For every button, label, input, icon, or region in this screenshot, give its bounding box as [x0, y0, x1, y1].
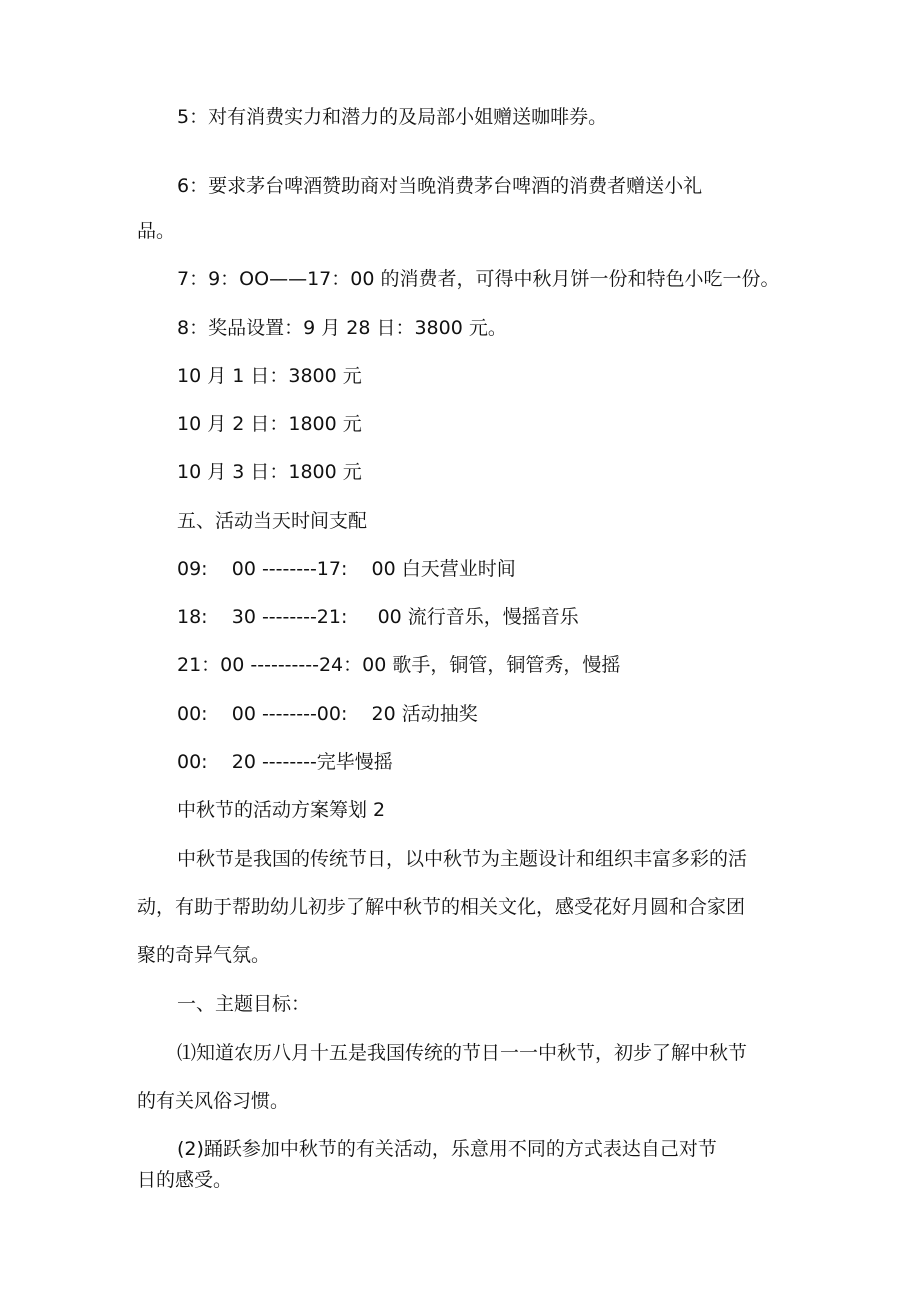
text-line: 日的感受。: [137, 1169, 233, 1191]
section-heading: 一、主题目标：: [177, 993, 311, 1015]
schedule-row: 18: 30 --------21: 00 流行音乐，慢摇音乐: [177, 606, 579, 628]
text-line: 动，有助于帮助幼儿初步了解中秋节的相关文化，感受花好月圆和合家团: [137, 896, 746, 918]
text-line: 10 月 1 日：3800 元: [177, 365, 362, 387]
text-line: 6：要求茅台啤酒赞助商对当晚消费茅台啤酒的消费者赠送小礼: [177, 175, 703, 197]
text-line: 聚的奇异气氛。: [137, 944, 271, 966]
text-line: 7：9：OO——17：00 的消费者，可得中秋月饼一份和特色小吃一份。: [177, 268, 780, 290]
schedule-row: 09: 00 --------17: 00 白天营业时间: [177, 558, 516, 580]
text-line: 10 月 3 日：1800 元: [177, 461, 362, 483]
text-line: 品。: [137, 220, 176, 242]
schedule-row: 00: 20 --------完毕慢摇: [177, 751, 393, 773]
section-heading: 五、活动当天时间支配: [177, 510, 368, 532]
text-line: 5：对有消费实力和潜力的及局部小姐赠送咖啡券。: [177, 106, 608, 128]
text-line: 的有关风俗习惯。: [137, 1090, 290, 1112]
text-line: 中秋节是我国的传统节日，以中秋节为主题设计和组织丰富多彩的活: [177, 848, 748, 870]
text-line: 8：奖品设置：9 月 28 日：3800 元。: [177, 317, 507, 339]
schedule-row: 00: 00 --------00: 20 活动抽奖: [177, 703, 478, 725]
text-line: (2)踊跃参加中秋节的有关活动，乐意用不同的方式表达自己对节: [177, 1138, 717, 1160]
text-line: ⑴知道农历八月十五是我国传统的节日一一中秋节，初步了解中秋节: [177, 1042, 748, 1064]
text-line: 10 月 2 日：1800 元: [177, 413, 362, 435]
document-title: 中秋节的活动方案筹划 2: [177, 799, 386, 821]
schedule-row: 21：00 ----------24：00 歌手，铜管，铜管秀，慢摇: [177, 654, 621, 676]
